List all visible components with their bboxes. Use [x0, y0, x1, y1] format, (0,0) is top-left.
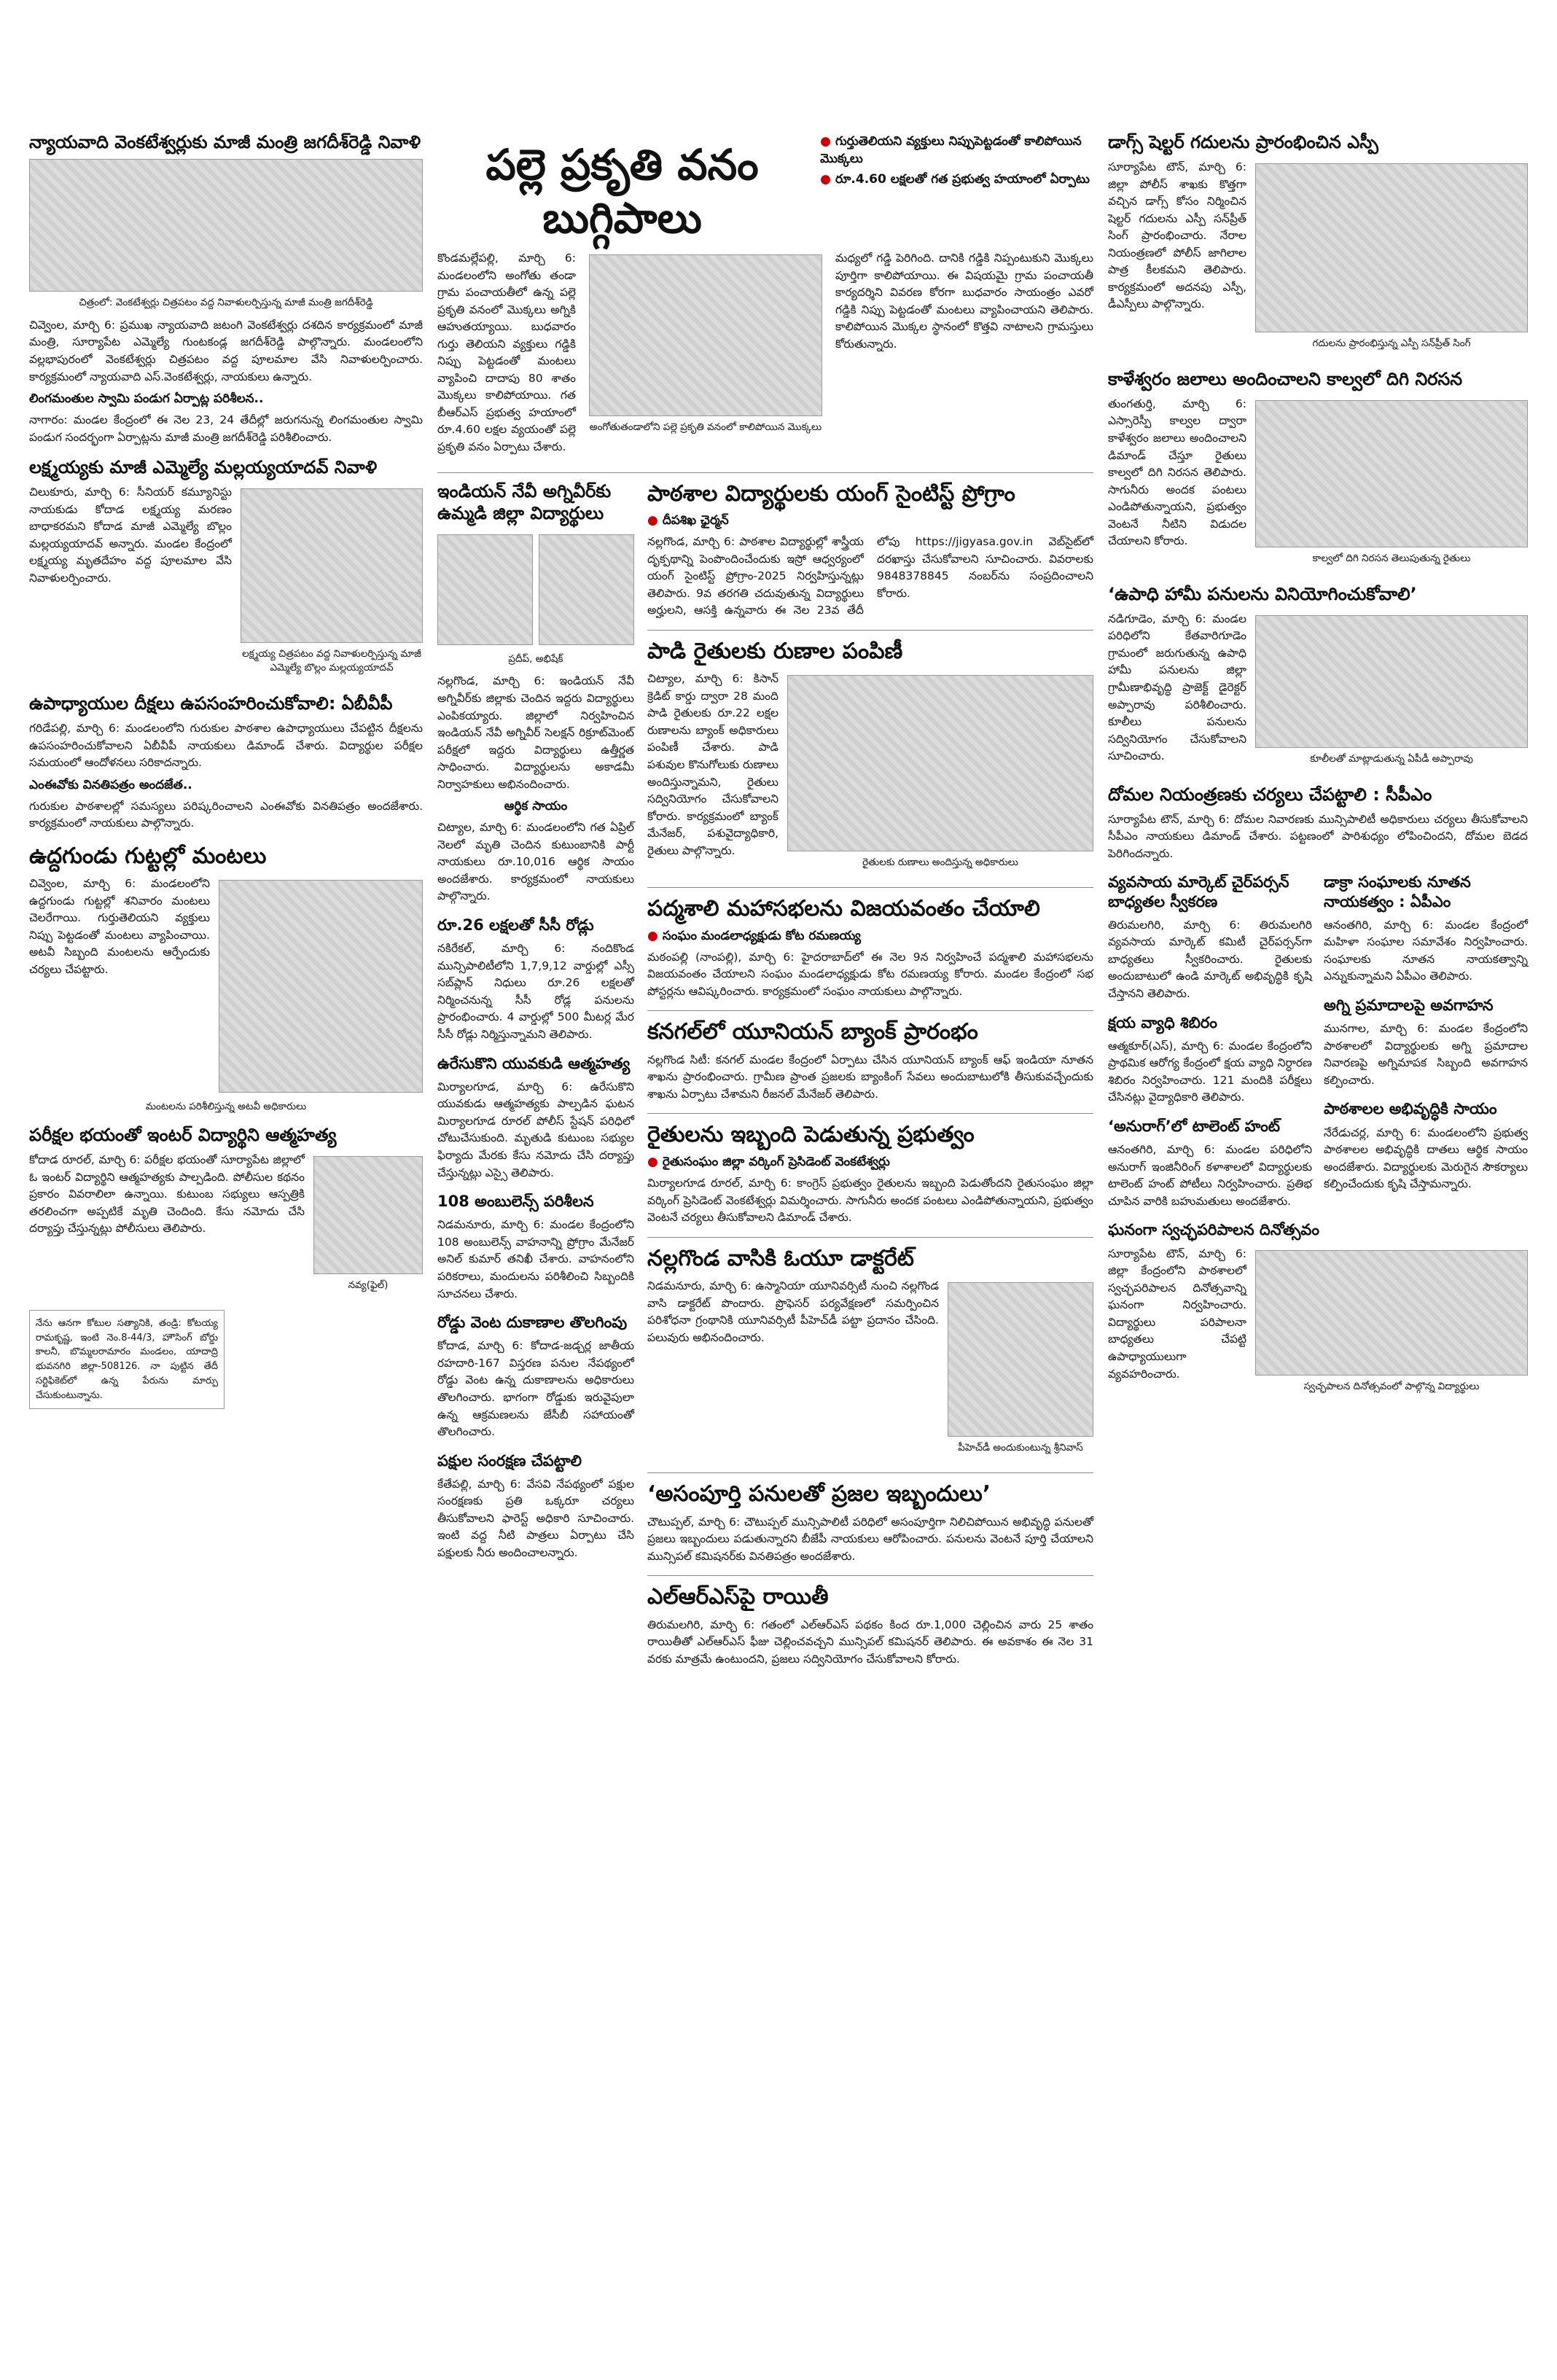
- body-text: నల్లగొండ, మార్చి 6: పాఠశాల విద్యార్థుల్లో శాస్త్రీయ దృక్పథాన్ని పెంపొందించేందుకు ఇస్రో ఆధ్వర్యంలో యంగ్ సైంటిస్ట్ ప్రోగ్రాం-2025 నిర్వహిస్తున్నట్లు తెలిపారు. 9వ తరగతి చదువుతున్న విద్యార్థులు అర్హులని, ఆసక్తి ఉన్నవారు ఈ నెల 23వ తేదీ లోపు https://jigyasa.gov.in వెబ్‌సైట్‌లో దరఖాస్తు చేసుకోవాలని సూచించారు. వివరాలకు 9848378845 నంబర్‌ను సంప్రదించాలని కోరారు.: [647, 535, 1093, 617]
- body-text: సూర్యాపేట టౌన్, మార్చి 6: దోమల నివారణకు మున్సిపాలిటీ అధికారులు చర్యలు తీసుకోవాలని సీపీఎం నాయకులు డిమాండ్ చేశారు. పట్టణంలో పారిశుధ్యం లోపించిందని, దోమల బెడద పెరిగిందన్నారు.: [1108, 812, 1528, 860]
- lead-article: [437, 131, 1093, 462]
- caption: కాల్వలో దిగి నిరసన తెలుపుతున్న రైతులు: [1312, 552, 1471, 564]
- headline: పద్మశాలి మహాసభలను విజయవంతం చేయాలి: [647, 896, 1040, 922]
- photo: [948, 1282, 1093, 1437]
- headline: ఉద్దగుండు గుట్టల్లో మంటలు: [29, 843, 267, 869]
- headline: నల్లగొండ వాసికి ఓయూ డాక్టరేట్: [647, 1245, 914, 1271]
- article-swachh: [1108, 1220, 1528, 1400]
- article-shops-removal: [437, 1313, 634, 1441]
- caption: ప్రదీప్, అభిషేక్: [508, 652, 563, 665]
- headline: రోడ్డు వెంట దుకాణాల తొలగింపు: [437, 1314, 628, 1332]
- body-text: మఠంపల్లి (నాంపల్లి), మార్చి 6: హైదరాబాద్‌లో ఈ నెల 9న నిర్వహించే పద్మశాలి మహాసభలను విజయవంతం చేయాలని సంఘం మండలాధ్యక్షుడు కోట రమణయ్య కోరారు. మండల కేంద్రంలో సభ పోస్టర్లను ఆవిష్కరించారు. కార్యక్రమంలో సంఘం నాయకులు పాల్గొన్నారు.: [647, 950, 1093, 998]
- article-cc-roads: [437, 916, 634, 1044]
- lead-headline: పల్లె ప్రకృతి వనం బుగ్గిపాలు: [485, 140, 759, 243]
- photo: [241, 488, 423, 643]
- article-kaleshwaram: [1108, 368, 1528, 573]
- lead-body-left: కొండమల్లేపల్లి, మార్చి 6: మండలంలోని అంగోతు తండా గ్రామ పంచాయతీలో ఉన్న పల్లె ప్రకృతి వనంలో మొక్కలు అగ్నికి ఆహుతయ్యాయి. బుధవారం గుర్తు తెలియని వ్యక్తులు గడ్డికి నిప్పు పెట్టడంతో మంటలు వ్యాపించి దాదాపు 80 శాతం మొక్కలు కాలిపోయాయి. గత బీఆర్ఎస్ ప్రభుత్వ హయాంలో రూ.4.60 లక్షల వ్యయంతో పల్లె ప్రకృతి వనం ఏర్పాటు చేశారు.: [437, 251, 576, 454]
- article-doctorate: [647, 1245, 1093, 1462]
- body-text: నల్లగొండ, మార్చి 6: ఇండియన్ నేవీ అగ్నివీర్‌కు జిల్లాకు చెందిన ఇద్దరు విద్యార్థులు ఎంపికయ్యారు. జిల్లాలో నిర్వహించిన ఇండియన్ నేవీ అగ్నివీర్ సెలక్షన్ రిక్రూట్‌మెంట్ పరీక్షలో ఇద్దరు విద్యార్థులు ఉత్తీర్ణత సాధించారు. విద్యార్థులను అకాడమీ నిర్వాహకులు అభినందించారు.: [437, 674, 634, 791]
- body-text: ఆత్మకూర్(ఎస్), మార్చి 6: మండల కేంద్రంలోని ప్రాథమిక ఆరోగ్య కేంద్రంలో క్షయ వ్యాధి నిర్ధారణ శిబిరం నిర్వహించారు. 121 మందికి పరీక్షలు చేసినట్లు వైద్యాధికారి తెలిపారు.: [1108, 1039, 1312, 1104]
- article-inter-student: [29, 1124, 423, 1300]
- article-hill-fire: [29, 843, 423, 1114]
- headline: కాళేశ్వరం జలాలు అందించాలని కాల్వలో దిగి నిరసన: [1108, 368, 1463, 389]
- body-text: కోదాడ, మార్చి 6: కోదాడ-జడ్చర్ల జాతీయ రహదారి-167 విస్తరణ పనుల నేపథ్యంలో రోడ్డు వెంట ఉన్న దుకాణాలను అధికారులు తొలగించారు. భాగంగా రోడ్డుకు ఇరువైపులా ఉన్న ఆక్రమణలను జేసీబీ సహాయంతో తొలగించారు.: [437, 1339, 634, 1439]
- photo: [313, 1156, 423, 1274]
- body-text: చివ్వెంల, మార్చి 6: మండలంలోని ఉద్దగుండు గుట్టల్లో శనివారం మంటలు చెలరేగాయి. గుర్తుతెలియని వ్యక్తులు నిప్పు పెట్టడంతో మంటలు వ్యాపించాయి. అటవీ సిబ్బంది మంటలను ఆర్పేందుకు చర్యలు చేపట్టారు.: [29, 877, 210, 976]
- caption: గదులను ప్రారంభిస్తున్న ఎస్పీ సన్‌ప్రీత్ సింగ్: [1312, 338, 1471, 349]
- column-1: [29, 131, 423, 1415]
- photo: [219, 880, 423, 1093]
- body-text: కోదాడ రూరల్, మార్చి 6: పరీక్షల భయంతో సూర్యాపేట జిల్లాలో ఓ ఇంటర్ విద్యార్థిని ఆత్మహత్యకు పాల్పడింది. పోలీసుల కథనం ప్రకారం వివరాలిలా ఉన్నాయి. కుటుంబ సభ్యులు ఆస్పత్రికి తరలించగా అప్పటికే మృతి చెందింది. కేసు నమోదు చేసి దర్యాప్తు చేస్తున్నట్లు పోలీసులు తెలిపారు.: [29, 1153, 305, 1236]
- headline: పాఠశాల విద్యార్థులకు యంగ్ సైంటిస్ట్ ప్రోగ్రాం: [647, 480, 1015, 507]
- article-fire-awareness: [1324, 996, 1528, 1089]
- body-text: చిలుకూరు, మార్చి 6: సీనియర్ కమ్యూనిస్టు నాయకుడు కోదాడ లక్ష్మయ్య మరణం బాధాకరమని కోదాడ మాజీ ఎమ్మెల్యే బొల్లం మల్లయ్యయాదవ్ అన్నారు. మండల కేంద్రంలో లక్ష్మయ్య మృతదేహం వద్ద పూలమాల వేసి నివాళులర్పించారు.: [29, 485, 232, 585]
- caption: నవ్య(ఫైల్): [348, 1279, 389, 1292]
- caption: పీహెచ్‌డీ అందుకుంటున్న శ్రీనివాస్: [958, 1442, 1083, 1454]
- headline: న్యాయవాది వెంకటేశ్వర్లుకు మాజీ మంత్రి జగదీశ్‌రెడ్డి నివాళి: [29, 132, 421, 152]
- body-text: నిడమనూరు, మార్చి 6: ఉస్మానియా యూనివర్సిటీ నుంచి నల్లగొండ వాసి డాక్టరేట్ పొందారు. ప్రొఫెసర్ పర్యవేక్షణలో సమర్పించిన పరిశోధనా గ్రంథానికి యూనివర్సిటీ పీహెచ్‌డీ పట్టా ప్రదానం చేసింది. పలువురు అభినందించారు.: [647, 1279, 939, 1344]
- headline: రూ.26 లక్షలతో సీసీ రోడ్లు: [437, 916, 594, 935]
- name-change-notice: నేను ఆనగా కోటుల సత్యానికి, తండ్రి: కోటయ్య రామకృష్ణ, ఇంటి నెం.8-44/3, హౌసింగ్ బోర్డు కాలనీ, బొమ్మలరామారం మండలం, యాదాద్రి భువనగిరి జిల్లా-508126. నా పుట్టిన తేదీ సర్టిఫికెట్‌లో ఉన్న పేరును మార్పు చేసుకుంటున్నాను.: [29, 1310, 225, 1410]
- headline: పాడి రైతులకు రుణాల పంపిణీ: [647, 638, 903, 664]
- article-anurag: [1108, 1117, 1312, 1210]
- headline: కనగల్‌లో యూనియన్ బ్యాంక్ ప్రారంభం: [647, 1019, 978, 1045]
- body-text: తుంగతుర్తి, మార్చి 6: ఎస్సారెస్పీ కాల్వల ద్వారా కాళేశ్వరం జలాలు అందించాలని డిమాండ్ చేస్తూ రైతులు కాల్వలో దిగి నిరసన తెలిపారు. సాగునీరు అందక పంటలు ఎండిపోతున్నాయని, ప్రభుత్వం వెంటనే నీటిని విడుదల చేయాలని కోరారు.: [1108, 397, 1246, 548]
- caption: రైతులకు రుణాలు అందిస్తున్న అధికారులు: [862, 857, 1018, 869]
- body-text: నిడమనూరు, మార్చి 6: మండల కేంద్రంలోని 108 అంబులెన్స్ వాహనాన్ని ప్రోగ్రాం మేనేజర్ అనిల్ కుమార్ తనిఖీ చేశారు. వాహనంలోని పరికరాలు, మందులను పరిశీలించి సిబ్బందికి సూచనలు చేశారు.: [437, 1218, 634, 1300]
- body-text: తిరుమలగిరి, మార్చి 6: తిరుమలగిరి వ్యవసాయ మార్కెట్ కమిటీ చైర్‌పర్సన్‌గా బాధ్యతలు స్వీకరించారు. రైతులకు అందుబాటులో ఉండి మార్కెట్ అభివృద్ధికి కృషి చేస్తానని తెలిపారు.: [1108, 918, 1312, 1000]
- article-mosquito: [1108, 784, 1528, 863]
- photo: [1255, 163, 1528, 332]
- photo: [1255, 1250, 1528, 1376]
- article-abvp: [29, 692, 423, 832]
- photo: [539, 534, 634, 645]
- body-text: నకిరేకల్, మార్చి 6: నందికొండ మున్సిపాలిటీలోని 1,7,9,12 వార్డుల్లో ఎస్సీ సబ్‌ప్లాన్ నిధులు రూ.26 లక్షలతో నిర్మించనున్న సీసీ రోడ్ల పనులను ప్రారంభించారు. 4 వార్డుల్లో 500 మీటర్ల మేర సీసీ రోడ్లు నిర్మిస్తున్నామని తెలిపారు.: [437, 942, 634, 1041]
- article-ambulance: [437, 1192, 634, 1303]
- article-dwcra: [1324, 873, 1528, 986]
- photo: [1255, 615, 1528, 748]
- article-youth-suicide: [437, 1054, 634, 1182]
- headline: రైతులను ఇబ్బంది పెడుతున్న ప్రభుత్వం: [647, 1122, 975, 1148]
- photo: [1255, 400, 1528, 547]
- columns-center: [437, 131, 1093, 1678]
- byline: ● రైతుసంఘం జిల్లా వర్కింగ్ ప్రెసిడెంట్ వెంకటేశ్వర్లు: [647, 1154, 890, 1169]
- caption: లక్ష్మయ్య చిత్రపటం వద్ద నివాళులర్పిస్తున్న మాజీ ఎమ్మెల్యే బొల్లం మల్లయ్యయాదవ్: [242, 648, 421, 674]
- photo: [437, 534, 533, 645]
- headline: ఉపాధ్యాయుల దీక్షలు ఉపసంహరించుకోవాలి: ఏబీవీపీ: [29, 692, 393, 714]
- headline: లక్ష్మయ్యకు మాజీ ఎమ్మెల్యే మల్లయ్యయాదవ్‌ నివాళి: [29, 457, 378, 478]
- body-text: కేతేపల్లి, మార్చి 6: వేసవి నేపథ్యంలో పక్షుల సంరక్షణకు ప్రతి ఒక్కరూ చర్యలు తీసుకోవాలని ఫారెస్ట్ అధికారి సూచించారు. ఇంటి వద్ద నీటి పాత్రలు ఏర్పాటు చేసి పక్షులకు నీరు అందించాలన్నారు.: [437, 1477, 634, 1560]
- article-padmashali: [647, 895, 1093, 1000]
- headline: పక్షుల సంరక్షణ చేపట్టాలి: [437, 1451, 582, 1470]
- body-text: సూర్యాపేట టౌన్, మార్చి 6: జిల్లా కేంద్రంలోని పాఠశాలలో స్వచ్ఛపరిపాలన దినోత్సవాన్ని ఘనంగా నిర్వహించారు. విద్యార్థులు పరిపాలనా బాధ్యతలు చేపట్టి ఉపాధ్యాయులుగా వ్యవహరించారు.: [1108, 1246, 1246, 1381]
- article-tb-camp: [1108, 1013, 1312, 1107]
- article-dog-shelter: [1108, 131, 1528, 358]
- lead-photo: [589, 254, 822, 416]
- article-young-scientist: [647, 480, 1093, 620]
- caption: స్వచ్ఛపాలన దినోత్సవంలో పాల్గొన్న విద్యార్థులు: [1303, 1380, 1480, 1392]
- headline: దోమల నియంత్రణకు చర్యలు చేపట్టాలి : సీపీఎం: [1108, 784, 1432, 805]
- photo: [29, 159, 423, 292]
- caption: మంటలను పరిశీలిస్తున్న అటవీ అధికారులు: [145, 1101, 307, 1113]
- byline: ● దీపశిఖ ఛైర్మన్: [647, 513, 729, 528]
- body-text: ఆనంతగిరి, మార్చి 6: మండల కేంద్రంలో మహిళా సంఘాల సమావేశం నిర్వహించారు. సంఘాలకు నూతన నాయకత్వాన్ని ఎన్నుకున్నామని ఏపీఎం తెలిపారు.: [1324, 918, 1528, 983]
- headline: 108 అంబులెన్స్ పరిశీలన: [437, 1193, 594, 1211]
- byline: ● సంఘం మండలాధ్యక్షుడు కోట రమణయ్య: [647, 928, 861, 943]
- article-jagadish-tribute: [29, 131, 423, 446]
- body-text: మిర్యాలగూడ, మార్చి 6: ఉరేసుకొని యువకుడు ఆత్మహత్యకు పాల్పడిన ఘటన మిర్యాలగూడ రూరల్ పోలీస్ స్టేషన్ పరిధిలో చోటుచేసుకుంది. మృతుడి కుటుంబ సభ్యుల ఫిర్యాదు మేరకు కేసు నమోదు చేసి దర్యాప్తు చేస్తున్నట్లు ఎస్సై తెలిపారు.: [437, 1080, 634, 1179]
- body-text: గురుకుల పాఠశాలల్లో సమస్యలు పరిష్కరించాలని ఎంఈవోకు వినతిపత్రం అందజేశారు. కార్యక్రమంలో నాయకులు పాల్గొన్నారు.: [29, 799, 423, 830]
- headline: పరీక్షల భయంతో ఇంటర్ విద్యార్థిని ఆత్మహత్య: [29, 1125, 337, 1146]
- headline: డాక్రా సంఘాలకు నూతన నాయకత్వం : ఏపీఎం: [1324, 873, 1471, 910]
- article-farmers: [647, 1121, 1093, 1226]
- body-text: చివ్వెంల, మార్చి 6: ప్రముఖ న్యాయవాది జటంగి వెంకటేశ్వర్లు దశదిన కార్యక్రమంలో మాజీ మంత్రి, సూర్యాపేట ఎమ్మెల్యే గుంటకండ్ల జగదీశ్‌రెడ్డి పాల్గొన్నారు. మండలంలోని వల్లభాపురంలో వెంకటేశ్వర్లు చిత్రపటం వద్ద పూలమాల వేసి నివాళులర్పించారు. కార్యక్రమంలో న్యాయవాది ఎస్.వెంకటేశ్వర్లు, నాయకులు ఉన్నారు.: [29, 318, 423, 383]
- article-birds: [437, 1451, 634, 1562]
- headline: ఘనంగా స్వచ్ఛపరిపాలన దినోత్సవం: [1108, 1221, 1319, 1239]
- article-upadhi: [1108, 583, 1528, 773]
- body-text: నాగారం: మండల కేంద్రంలో ఈ నెల 23, 24 తేదీల్లో జరుగనున్న లింగమంతుల స్వామి పండుగ సందర్భంగా ఏర్పాట్లను మాజీ మంత్రి జగదీశ్‌రెడ్డి పరిశీలించారు.: [29, 413, 423, 444]
- headline: క్షయ వ్యాధి శిబిరం: [1108, 1013, 1217, 1031]
- subhead: ఎంఈవోకు వినతిపత్రం అందజేత..: [29, 777, 192, 792]
- body-text: నడిగూడెం, మార్చి 6: మండల పరిధిలోని కేతవారిగూడెం గ్రామంలో జరుగుతున్న ఉపాధి హామీ పనులను జిల్లా గ్రామీణాభివృద్ధి ప్రాజెక్ట్ డైరెక్టర్ అప్పారావు పరిశీలించారు. కూలీలు పనులను సద్వినియోగం చేసుకోవాలని సూచించారు.: [1108, 612, 1246, 763]
- article-lakshmaiah-tribute: [29, 456, 423, 682]
- headline: ‘అసంపూర్తి పనులతో ప్రజల ఇబ్బందులు’: [647, 1481, 991, 1507]
- lead-caption: అంగోతుతండాలోని పల్లె ప్రకృతి వనంలో కాలిపోయిన మొక్కలు: [589, 421, 822, 433]
- headline: డాగ్స్ షెల్టర్ గదులను ప్రారంభించిన ఎస్పీ: [1108, 132, 1378, 152]
- headline: ‘అనురాగ్’లో టాలెంట్ హంట్: [1108, 1117, 1280, 1135]
- caption: చిత్రంలో: వెంకటేశ్వర్లు చిత్రపటం వద్ద నివాళులర్పిస్తున్న మాజీ మంత్రి జగదీశ్‌రెడ్డి: [79, 297, 373, 308]
- article-dairy-loans: [647, 638, 1093, 877]
- headline: ఉరేసుకొని యువకుడి ఆత్మహత్య: [437, 1054, 631, 1072]
- lead-bullet: ● గుర్తుతెలియని వ్యక్తులు నిప్పుపెట్టడంతో కాలిపోయిన మొక్కలు: [820, 134, 1082, 166]
- caption: కూలీలతో మాట్లాడుతున్న ఏపీడీ అప్పారావు: [1310, 752, 1473, 765]
- body-text: చౌటుప్పల్, మార్చి 6: చౌటుప్పల్ మున్సిపాలిటీ పరిధిలో అసంపూర్తిగా నిలిచిపోయిన అభివృద్ధి పనులతో ప్రజలు ఇబ్బందులు పడుతున్నారని బీజేపీ నాయకులు ఆరోపించారు. పనులను వెంటనే పూర్తి చేయాలని మున్సిపల్ కమిషనర్‌కు వినతిపత్రం అందజేశారు.: [647, 1515, 1093, 1563]
- subhead: లింగమంతుల స్వామి పండుగ ఏర్పాట్ల పరిశీలన..: [29, 391, 264, 407]
- body-text: గరిడేపల్లి, మార్చి 6: మండలంలోని గురుకుల పాఠశాల ఉపాధ్యాయులు చేపట్టిన దీక్షలను ఉపసంహరించుకోవాలని ఏబీవీపీ నాయకులు డిమాండ్ చేశారు. విద్యార్థుల పరీక్షల సమయంలో ఆందోళనలు సరికాదన్నారు.: [29, 721, 423, 770]
- body-text: సూర్యాపేట టౌన్, మార్చి 6: జిల్లా పోలీస్ శాఖకు కొత్తగా వచ్చిన డాగ్స్ కోసం నిర్మించిన షెల్టర్ గదులను ఎస్పీ సన్‌ప్రీత్ సింగ్ ప్రారంభించారు. నేరాల నియంత్రణలో పోలీస్ జాగిలాల పాత్ర కీలకమని తెలిపారు. కార్యక్రమంలో అదనపు ఎస్పీ, డీఎస్పీలు పాల్గొన్నారు.: [1108, 160, 1246, 311]
- headline: ఇండియన్ నేవీ అగ్నివీర్‌కు ఉమ్మడి జిల్లా విద్యార్థులు: [437, 480, 612, 523]
- article-union-bank: [647, 1018, 1093, 1103]
- body-text: చిట్యాల, మార్చి 6: మండలంలోని గత ఏప్రిల్ నెలలో మృతి చెందిన కుటుంబానికి పార్టీ నాయకులు రూ.10,016 ఆర్థిక సాయం అందజేశారు. కార్యక్రమంలో నాయకులు పాల్గొన్నారు.: [437, 821, 634, 903]
- body-text: ఆనంతగిరి, మార్చి 6: మండల పరిధిలోని అనురాగ్ ఇంజినీరింగ్ కళాశాలలో విద్యార్థులకు టాలెంట్ హంట్ పోటీలు నిర్వహించారు. ప్రతిభ చూపిన వారికి బహుమతులు అందజేశారు.: [1108, 1143, 1312, 1208]
- article-market: [1108, 873, 1312, 1002]
- body-text: నేరేడుచర్ల, మార్చి 6: మండలంలోని ప్రభుత్వ పాఠశాలల అభివృద్ధికి దాతలు ఆర్థిక సాయం అందజేశారు. విద్యార్థులకు మెరుగైన సౌకర్యాలు కల్పించేందుకు కృషి చేస్తామన్నారు.: [1324, 1125, 1528, 1191]
- article-school-aid: [1324, 1099, 1528, 1193]
- body-text: చిట్యాల, మార్చి 6: కిసాన్ క్రెడిట్ కార్డు ద్వారా 28 మంది పాడి రైతులకు రూ.22 లక్షల రుణాలను బ్యాంక్ అధికారులు పంపిణీ చేశారు. పాడి పశువుల కొనుగోలుకు రుణాలు అందిస్తున్నామని, రైతులు సద్వినియోగం చేసుకోవాలని కోరారు. కార్యక్రమంలో బ్యాంక్ మేనేజర్, పశువైద్యాధికారి, రైతులు పాల్గొన్నారు.: [647, 672, 778, 857]
- article-navy: [437, 480, 634, 905]
- article-incomplete-works: [647, 1480, 1093, 1565]
- article-lrs: [647, 1583, 1093, 1668]
- photo: [787, 675, 1093, 851]
- subhead: ఆర్థిక సాయం: [504, 799, 568, 814]
- lead-body-right: మధ్యలో గడ్డి పెరిగింది. దానికి గడ్డికి నిప్పంటుకుని మొక్కలు పూర్తిగా కాలిపోయాయి. ఈ విషయమై గ్రామ పంచాయతీ కార్యదర్శిని వివరణ కోరగా బుధవారం సాయంత్రం ఎవరో గడ్డికి నిప్పు పెట్టడంతో మంటలు వ్యాపించాయని తెలిపారు. కాలిపోయిన మొక్కల స్థానంలో కొత్తవి నాటాలని గ్రామస్తులు కోరుతున్నారు.: [835, 251, 1093, 351]
- body-text: మునగాల, మార్చి 6: మండల కేంద్రంలోని పాఠశాలలో విద్యార్థులకు అగ్ని ప్రమాదాల నివారణపై అగ్నిమాపక సిబ్బంది అవగాహన కల్పించారు.: [1324, 1022, 1528, 1087]
- column-4: [1108, 131, 1528, 1411]
- headline: అగ్ని ప్రమాదాలపై అవగాహన: [1324, 996, 1494, 1014]
- body-text: తిరుమలగిరి, మార్చి 6: గతంలో ఎల్ఆర్ఎస్ పథకం కింద రూ.1,000 చెల్లించిన వారు 25 శాతం రాయితీతో ఎల్ఆర్ఎస్ ఫీజు చెల్లించవచ్చని మున్సిపల్ కమిషనర్ తెలిపారు. ఈ అవకాశం ఈ నెల 31 వరకు మాత్రమే ఉంటుందని, ప్రజలు సద్వినియోగం చేసుకోవాలని కోరారు.: [647, 1618, 1093, 1666]
- headline: ఎల్ఆర్ఎస్‌పై రాయితీ: [647, 1584, 829, 1610]
- body-text: నల్లగొండ సిటీ: కనగల్ మండల కేంద్రంలో ఏర్పాటు చేసిన యూనియన్ బ్యాంక్ ఆఫ్ ఇండియా నూతన శాఖను ప్రారంభించారు. గ్రామీణ ప్రాంత ప్రజలకు బ్యాంకింగ్ సేవలు అందుబాటులోకి తీసుకువచ్చేందుకు శాఖను ఏర్పాటు చేశామని రీజనల్ మేనేజర్ తెలిపారు.: [647, 1053, 1093, 1101]
- body-text: మిర్యాలగూడ రూరల్, మార్చి 6: కాంగ్రెస్ ప్రభుత్వం రైతులను ఇబ్బంది పెడుతోందని రైతుసంఘం జిల్లా వర్కింగ్ ప్రెసిడెంట్ వెంకటేశ్వర్లు విమర్శించారు. సాగునీరు అందక పంటలు ఎండిపోతున్నాయని, ప్రభుత్వం వెంటనే చర్యలు తీసుకోవాలని డిమాండ్ చేశారు.: [647, 1176, 1093, 1225]
- headline: ‘ఉపాధి హామీ పనులను వినియోగించుకోవాలి’: [1108, 583, 1417, 604]
- lead-bullet: ● రూ.4.60 లక్షలతో గత ప్రభుత్వ హయాంలో ఏర్పాటు: [820, 172, 1090, 187]
- headline: పాఠశాలల అభివృద్ధికి సాయం: [1324, 1100, 1497, 1118]
- headline: వ్యవసాయ మార్కెట్ చైర్‌పర్సన్ బాధ్యతల స్వీకరణ: [1108, 873, 1289, 910]
